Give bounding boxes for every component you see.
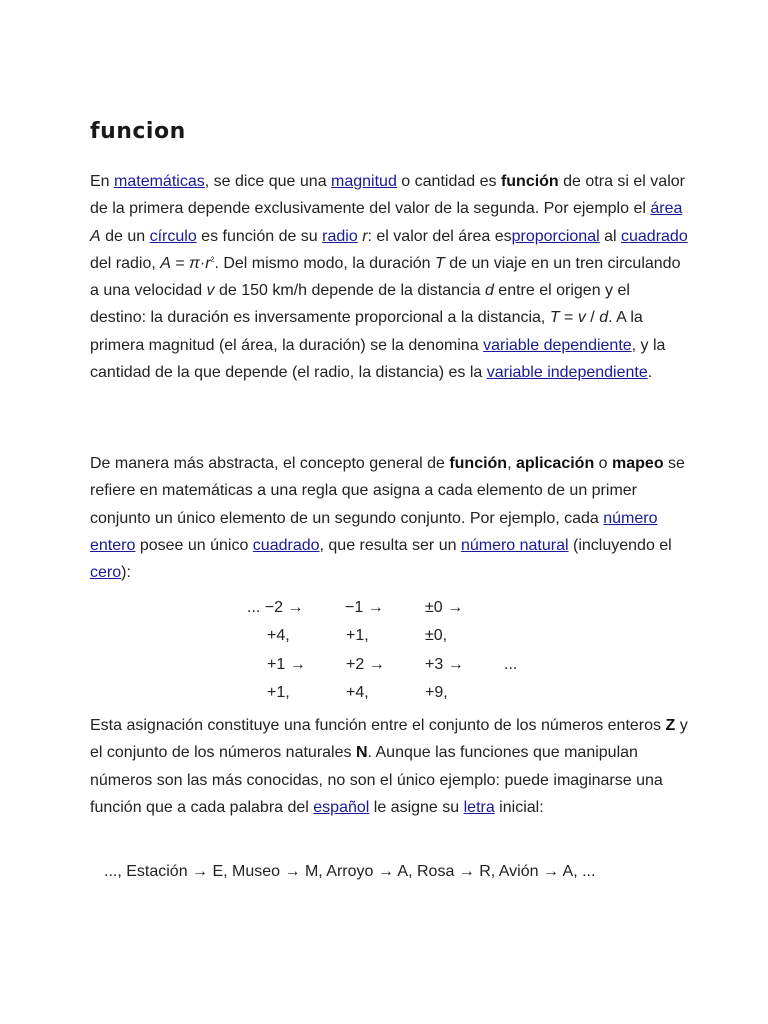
text: / (585, 309, 600, 327)
example-cell: +9, (425, 684, 448, 701)
link-magnitud[interactable]: magnitud (331, 173, 397, 190)
example-cell: +1 → (267, 656, 306, 673)
math-expr: π·r (189, 254, 211, 272)
text: de 150 km/h depende de la distancia (214, 282, 485, 300)
math-var: r (362, 227, 368, 245)
term-aplicacion: aplicación (515, 455, 595, 472)
example-cell: ±0 → (425, 599, 464, 616)
word-letter-example: ..., Estación → E, Museo → M, Arroyo → A, Rosa → R, Avión → A, ... (104, 863, 596, 880)
example-cell: +4, (267, 627, 290, 644)
example-cell: ... (504, 656, 518, 673)
link-radio[interactable]: radio (322, 227, 358, 245)
text: . (647, 364, 653, 382)
text: del radio, (90, 254, 161, 272)
math-var: v (206, 282, 215, 300)
set-z: Z (665, 717, 676, 734)
paragraph-word-function (90, 712, 690, 821)
text: = (559, 309, 578, 327)
text: , se dice que una (204, 173, 332, 190)
text: , y la cantidad de la que depende (el radio, la distancia) es la (90, 336, 666, 382)
text: , (507, 455, 516, 472)
text: al (599, 227, 621, 245)
text: se refiere en matemáticas a una regla que asigna a cada elemento de un primer conjunto un único elemento de un segundo conjunto. Por ejemplo, cada (90, 455, 685, 527)
text: posee un único (135, 536, 253, 554)
text: = (170, 254, 190, 272)
text: . Aunque las funciones que manipulan números son las más conocidas, no son el único ejemplo: puede imaginarse una función que a cada palabra del (90, 744, 663, 816)
link-cuadrado[interactable]: cuadrado (252, 536, 320, 554)
paragraph-abstract-definition (90, 450, 690, 586)
text: entre el origen y el destino: la duración es inversamente proporcional a la distancia, (90, 282, 630, 327)
link-numero-natural[interactable]: número natural (460, 536, 569, 554)
example-cell: ±0, (425, 627, 448, 644)
text: es función de su (196, 227, 323, 245)
text: ): (121, 564, 131, 582)
example-cell: +2 → (346, 656, 385, 673)
text: le asigne su (369, 798, 464, 816)
text: . Del mismo modo, la duración (214, 254, 435, 272)
link-letra[interactable]: letra (463, 798, 495, 816)
math-var: A (160, 254, 171, 272)
text: de otra si el valor de la primera depende exclusivamente del valor de la segunda. Por ejemplo el (90, 173, 685, 218)
superscript: 2 (210, 256, 215, 264)
term-funcion: función (500, 173, 559, 190)
text: o cantidad es (396, 173, 501, 190)
link-variable-dependiente[interactable]: variable dependiente (483, 336, 632, 354)
text: y el conjunto de los números naturales (90, 717, 688, 762)
text: de un (100, 227, 150, 245)
text: . A la primera magnitud (el área, la duración) se la denomina (90, 309, 643, 354)
text: inicial: (494, 798, 544, 816)
link-espanol[interactable]: español (313, 798, 370, 816)
link-circulo[interactable]: círculo (149, 227, 197, 245)
link-cuadrado[interactable]: cuadrado (621, 227, 688, 245)
example-cell: +1, (346, 627, 369, 644)
math-var: d (484, 282, 494, 300)
math-var: A (90, 227, 101, 245)
text: (incluyendo el (568, 536, 672, 554)
example-cell: +3 → (425, 656, 464, 673)
math-var: d (599, 309, 609, 327)
example-cell: +1, (267, 684, 290, 701)
link-numero-entero[interactable]: número entero (90, 509, 658, 554)
text: : el valor del área es (367, 227, 512, 245)
link-cero[interactable]: cero (90, 564, 122, 582)
term-funcion: función (449, 455, 508, 472)
example-cell: ... −2 → (247, 599, 304, 616)
term-mapeo: mapeo (612, 455, 664, 472)
text: , que resulta ser un (319, 536, 461, 554)
integer-square-example (90, 596, 690, 708)
link-variable-independiente[interactable]: variable independiente (486, 364, 648, 382)
link-proporcional[interactable]: proporcional (511, 227, 600, 245)
text: o (594, 455, 613, 472)
text: De manera más abstracta, el concepto general de (90, 455, 450, 472)
example-cell: −1 → (345, 599, 384, 616)
link-area[interactable]: área (650, 200, 683, 218)
link-matematicas[interactable]: matemáticas (114, 173, 205, 190)
set-n: N (355, 744, 368, 762)
text: En (90, 173, 115, 190)
example-cell: +4, (346, 684, 369, 701)
page-title: funcion (90, 119, 186, 144)
math-var: v (577, 309, 586, 327)
text: de un viaje en un tren circulando a una velocidad (90, 254, 681, 300)
text: Esta asignación constituye una función entre el conjunto de los números enteros (90, 717, 666, 734)
math-var: T (549, 309, 560, 327)
math-var: T (434, 254, 445, 272)
paragraph-definition (90, 168, 690, 386)
